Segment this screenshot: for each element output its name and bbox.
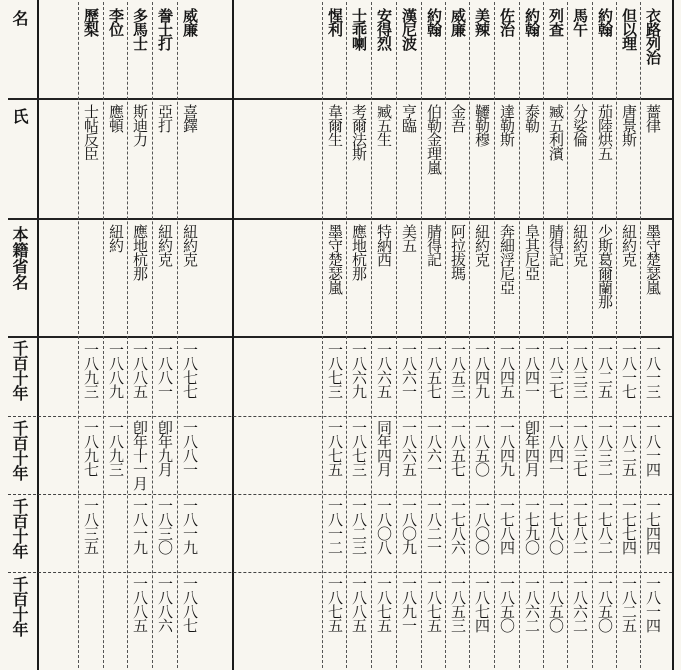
year-cell: 一八五三	[449, 576, 467, 632]
header-year-3: 千百十年	[10, 498, 29, 558]
year-cell: 一八三五	[82, 498, 100, 554]
column-separator	[567, 2, 568, 668]
page-gutter-rule	[232, 0, 234, 670]
year-cell: 一八七四	[473, 576, 491, 632]
column-separator	[371, 2, 372, 668]
given-name-cell: 惺利	[326, 8, 344, 36]
surname-cell: 伯勒金理嵐	[425, 104, 443, 174]
year-cell: 一八一二	[326, 498, 344, 554]
year-cell: 一八八七	[181, 576, 199, 632]
origin-cell: 奔細浮尼亞	[498, 224, 516, 294]
given-name-cell: 美辣	[473, 8, 491, 36]
year-cell: 一八三七	[571, 420, 589, 476]
given-name-cell: 士乖喇	[350, 8, 368, 50]
origin-cell: 腈得記	[547, 224, 565, 266]
given-name-cell: 約翰	[596, 8, 614, 36]
origin-cell: 紐約克	[620, 224, 638, 266]
section-rule-1	[8, 98, 232, 100]
year-cell: 一八六九	[350, 342, 368, 398]
header-name: 名	[10, 10, 29, 28]
given-name-cell: 誊士打	[156, 8, 174, 50]
year-cell: 一八一四	[644, 420, 662, 476]
column-separator	[494, 2, 495, 668]
section-rule-2	[8, 218, 232, 220]
surname-cell: 亞打	[156, 104, 174, 132]
surname-cell: 考爾法斯	[350, 104, 368, 160]
year-cell: 一八八一	[156, 342, 174, 398]
year-cell: 一八二五	[596, 342, 614, 398]
year-cell: 一八八五	[131, 576, 149, 632]
origin-cell: 墨守楚瑟嵐	[644, 224, 662, 294]
section-rule-1b	[234, 98, 672, 100]
year-cell: 一八四一	[547, 420, 565, 476]
year-cell: 卽年十一月	[131, 420, 149, 490]
origin-cell: 少斯葛爾蘭那	[596, 224, 614, 308]
year-cell: 一八一九	[181, 498, 199, 554]
year-cell: 一八八六	[156, 576, 174, 632]
surname-cell: 應頓	[107, 104, 125, 132]
surname-cell: 斯迪力	[131, 104, 149, 146]
year-cell: 一八二五	[620, 576, 638, 632]
year-cell: 一八三〇	[156, 498, 174, 554]
year-cell: 一八一三	[644, 342, 662, 398]
year-cell: 一八三三	[571, 342, 589, 398]
year-cell: 一七八〇	[547, 498, 565, 554]
column-separator	[543, 2, 544, 668]
given-name-cell: 威廉	[449, 8, 467, 36]
year-cell: 一八六一	[400, 342, 418, 398]
year-cell: 一八五三	[449, 342, 467, 398]
year-cell: 一八七三	[326, 342, 344, 398]
surname-cell: 喜鐸	[181, 104, 199, 132]
year-cell: 一八〇〇	[473, 498, 491, 554]
column-separator	[127, 2, 128, 668]
section-rule-2b	[234, 218, 672, 220]
given-name-cell: 李位	[107, 8, 125, 36]
year-cell: 一八三二	[596, 420, 614, 476]
year-cell: 一八五七	[425, 342, 443, 398]
surname-cell: 薔律	[644, 104, 662, 132]
year-cell: 一八五〇	[498, 576, 516, 632]
year-rule-3	[8, 572, 672, 573]
surname-cell: 士帖反臣	[82, 104, 100, 160]
year-cell: 一八五七	[449, 420, 467, 476]
year-rule-2	[8, 494, 672, 495]
year-cell: 一七八二	[571, 498, 589, 554]
surname-cell: 泰勒	[523, 104, 541, 132]
year-cell: 一八四五	[498, 342, 516, 398]
year-cell: 一八六二	[523, 576, 541, 632]
year-cell: 一七九〇	[523, 498, 541, 554]
header-year-4: 千百十年	[10, 576, 29, 636]
outer-right-rule	[672, 0, 674, 670]
header-column-rule	[37, 0, 39, 670]
year-cell: 一八六二	[571, 576, 589, 632]
header-origin: 本籍省名	[10, 226, 29, 290]
header-year-2: 千百十年	[10, 420, 29, 480]
surname-cell: 分娑倫	[571, 104, 589, 146]
year-cell: 一八八五	[131, 342, 149, 398]
given-name-cell: 約翰	[523, 8, 541, 36]
section-rule-3b	[234, 336, 672, 338]
column-separator	[616, 2, 617, 668]
given-name-cell: 馬午	[571, 8, 589, 36]
year-cell: 一八四九	[498, 420, 516, 476]
surname-cell: 臧五利濱	[547, 104, 565, 160]
column-separator	[592, 2, 593, 668]
year-cell: 一八九三	[82, 342, 100, 398]
year-cell: 一八〇八	[375, 498, 393, 554]
column-separator	[103, 2, 104, 668]
origin-cell: 應地杭那	[350, 224, 368, 280]
origin-cell: 紐約克	[571, 224, 589, 266]
column-separator	[396, 2, 397, 668]
year-cell: 一八五〇	[596, 576, 614, 632]
year-cell: 卽年九月	[156, 420, 174, 476]
year-cell: 一八八五	[350, 576, 368, 632]
column-separator	[152, 2, 153, 668]
given-name-cell: 多馬士	[131, 8, 149, 50]
year-cell: 一八六一	[425, 420, 443, 476]
origin-cell: 紐約	[107, 224, 125, 252]
column-separator	[421, 2, 422, 668]
origin-cell: 紐約克	[156, 224, 174, 266]
year-cell: 一八四一	[523, 342, 541, 398]
surname-cell: 金吾	[449, 104, 467, 132]
year-cell: 一八七五	[425, 576, 443, 632]
given-name-cell: 漢尼波	[400, 8, 418, 50]
year-cell: 一八一七	[620, 342, 638, 398]
surname-cell: 茄陸烘五	[596, 104, 614, 160]
year-rule-1	[8, 416, 672, 417]
year-cell: 一八九一	[400, 576, 418, 632]
surname-cell: 達勒斯	[498, 104, 516, 146]
year-cell: 一八一四	[644, 576, 662, 632]
column-separator	[469, 2, 470, 668]
given-name-cell: 威廉	[181, 8, 199, 36]
surname-cell: 韋爾生	[326, 104, 344, 146]
given-name-cell: 佐治	[498, 8, 516, 36]
year-cell: 一八六五	[400, 420, 418, 476]
column-separator	[322, 2, 323, 668]
given-name-cell: 歷梨	[82, 8, 100, 36]
header-surname: 氏	[10, 108, 29, 126]
year-cell: 一八七三	[350, 420, 368, 476]
origin-cell: 阿拉拔瑪	[449, 224, 467, 280]
year-cell: 一八八一	[181, 420, 199, 476]
year-cell: 一八三七	[547, 342, 565, 398]
year-cell: 一八七五	[375, 576, 393, 632]
year-cell: 一七八六	[449, 498, 467, 554]
given-name-cell: 約翰	[425, 8, 443, 36]
year-cell: 一八六五	[375, 342, 393, 398]
year-cell: 一八一九	[131, 498, 149, 554]
origin-cell: 特納西	[375, 224, 393, 266]
surname-cell: 唐景斯	[620, 104, 638, 146]
year-cell: 一七七四	[620, 498, 638, 554]
year-cell: 一七八二	[596, 498, 614, 554]
column-separator	[445, 2, 446, 668]
year-cell: 一八七七	[181, 342, 199, 398]
year-cell: 一八四九	[473, 342, 491, 398]
origin-cell: 墨守楚瑟嵐	[326, 224, 344, 294]
year-cell: 一八九七	[82, 420, 100, 476]
year-cell: 一八五〇	[473, 420, 491, 476]
year-cell: 一八七五	[326, 576, 344, 632]
year-cell: 一八八九	[107, 342, 125, 398]
origin-cell: 腈得記	[425, 224, 443, 266]
column-separator	[519, 2, 520, 668]
section-rule-3	[8, 336, 232, 338]
given-name-cell: 但以理	[620, 8, 638, 50]
given-name-cell: 列查	[547, 8, 565, 36]
origin-cell: 紐約克	[473, 224, 491, 266]
surname-cell: 亨臨	[400, 104, 418, 132]
origin-cell: 美五	[400, 224, 418, 252]
year-cell: 同年四月	[375, 420, 393, 476]
origin-cell: 紐約克	[181, 224, 199, 266]
year-cell: 一八九三	[107, 420, 125, 476]
column-separator	[640, 2, 641, 668]
column-separator	[78, 2, 79, 668]
year-cell: 一八五〇	[547, 576, 565, 632]
header-year-1: 千百十年	[10, 340, 29, 400]
year-cell: 一八七五	[326, 420, 344, 476]
origin-cell: 應地杭那	[131, 224, 149, 280]
year-cell: 一八二五	[620, 420, 638, 476]
year-cell: 一七四四	[644, 498, 662, 554]
column-separator	[346, 2, 347, 668]
year-cell: 一八二三	[350, 498, 368, 554]
year-cell: 一八〇九	[400, 498, 418, 554]
given-name-cell: 安得烈	[375, 8, 393, 50]
surname-cell: 臧五生	[375, 104, 393, 146]
given-name-cell: 衣路列治	[644, 8, 662, 64]
year-cell: 一七八四	[498, 498, 516, 554]
column-separator	[177, 2, 178, 668]
origin-cell: 阜其尼亞	[523, 224, 541, 280]
year-cell: 一八二一	[425, 498, 443, 554]
surname-cell: 韆勒穆	[473, 104, 491, 146]
year-cell: 卽年四月	[523, 420, 541, 476]
